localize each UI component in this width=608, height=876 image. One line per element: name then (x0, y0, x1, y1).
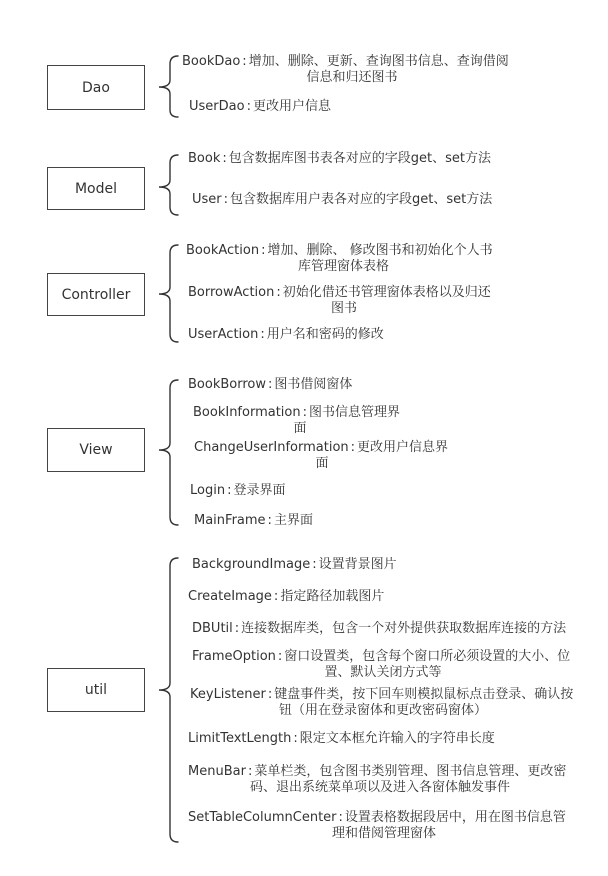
item-name: ChangeUserInformation (194, 440, 349, 455)
item-name: SetTableColumnCenter (188, 810, 337, 825)
item-name: UserAction (188, 327, 259, 342)
item-name: CreateImage (188, 589, 272, 604)
item-limittextlength: LimitTextLength : 限定文本框允许输入的字符串长度 (188, 731, 495, 746)
item-desc: 主界面 (273, 513, 313, 528)
item-name: BackgroundImage (192, 557, 311, 572)
item-book: Book : 包含数据库图书表各对应的字段get、set方法 (188, 151, 491, 166)
item-desc: 增加、删除、 修改图书和初始化个人书 (267, 243, 493, 258)
box-label: Model (74, 180, 118, 197)
item-menubar: MenuBar : 菜单栏类，包含图书类别管理、图书信息管理、更改密 码、退出系统菜单项以及进入各窗体触发事件 (188, 764, 572, 796)
item-user: User : 包含数据库用户表各对应的字段get、set方法 (192, 192, 493, 207)
item-bookborrow: BookBorrow : 图书借阅窗体 (188, 377, 353, 392)
item-desc-cont: 理和借阅管理窗体 (331, 826, 436, 841)
item-desc-cont: 面 (315, 456, 329, 471)
item-name: BookDao (182, 54, 241, 69)
item-desc: 限定文本框允许输入的字符串长度 (299, 731, 495, 746)
item-userdao: UserDao : 更改用户信息 (189, 99, 331, 114)
item-desc: 菜单栏类，包含图书类别管理、图书信息管理、更改密 (254, 764, 567, 779)
item-name: MenuBar (188, 764, 246, 779)
item-login: Login : 登录界面 (190, 483, 286, 498)
item-name: UserDao (189, 99, 245, 114)
item-name: BookInformation (193, 405, 301, 420)
item-name: KeyListener (190, 687, 266, 702)
item-name: MainFrame (194, 513, 266, 528)
item-settablecolumncenter: SetTableColumnCenter : 设置表格数据段居中，用在图书信息管 理和借阅管理窗体 (188, 810, 580, 842)
box-controller (47, 273, 145, 316)
item-keylistener: KeyListener : 键盘事件类，按下回车则模拟鼠标点击登录、确认按 钮（用在登录窗体和更改密码窗体） (190, 687, 576, 719)
item-desc: 更改用户信息 (252, 99, 331, 114)
item-desc-cont: 库管理窗体表格 (297, 259, 389, 274)
item-name: BookBorrow (188, 377, 266, 392)
item-mainframe: MainFrame : 主界面 (194, 513, 313, 528)
item-desc-cont: 图书 (330, 301, 357, 316)
item-borrowaction: BorrowAction : 初始化借还书管理窗体表格以及归还 图书 (188, 285, 500, 317)
item-bookinformation: BookInformation : 图书信息管理界 面 (193, 405, 407, 437)
item-frameoption: FrameOption : 窗口设置类，包含每个窗口所必须设置的大小、位 置、默认关闭方式等 (192, 649, 574, 681)
item-desc: 登录界面 (233, 483, 286, 498)
item-backgroundimage: BackgroundImage : 设置背景图片 (192, 557, 397, 572)
item-changeuserinformation: ChangeUserInformation : 更改用户信息界 面 (194, 440, 449, 471)
box-label: Dao (82, 79, 110, 96)
brace-model (159, 155, 178, 215)
item-name: LimitTextLength (188, 731, 292, 746)
item-desc: 窗口设置类，包含每个窗口所必须设置的大小、位 (284, 649, 571, 664)
box-label: Controller (61, 286, 131, 303)
item-desc: 用户名和密码的修改 (266, 327, 384, 342)
item-desc: 初始化借还书管理窗体表格以及归还 (282, 285, 491, 300)
item-desc-cont: 码、退出系统菜单项以及进入各窗体触发事件 (249, 780, 510, 795)
item-desc: 指定路径加载图片 (280, 589, 385, 604)
brace-util (159, 558, 178, 842)
box-label: View (79, 442, 113, 458)
box-view (47, 428, 145, 472)
brace-controller (159, 245, 178, 342)
item-dbutil: DBUtil : 连接数据库类，包含一个对外提供获取数据库连接的方法 (192, 621, 567, 636)
box-util (47, 668, 145, 712)
item-useraction: UserAction : 用户名和密码的修改 (188, 327, 384, 342)
box-dao (47, 65, 145, 110)
brace-dao (159, 56, 178, 117)
brace-view (159, 380, 178, 525)
item-desc-cont: 置、默认关闭方式等 (324, 665, 442, 680)
item-bookdao: BookDao : 增加、删除、更新、查询图书信息、查询借阅 信息和归还图书 (182, 54, 522, 86)
item-desc-cont: 面 (293, 421, 307, 436)
box-label: util (84, 682, 108, 698)
item-desc: 图书信息管理界 (309, 405, 401, 420)
item-name: Login (190, 483, 226, 498)
item-desc-cont: 信息和归还图书 (306, 70, 398, 85)
item-desc: 包含数据库用户表各对应的字段get、set方法 (230, 192, 493, 207)
item-bookaction: BookAction : 增加、删除、 修改图书和初始化个人书 库管理窗体表格 (186, 243, 501, 275)
item-name: BorrowAction (188, 285, 275, 300)
item-desc-cont: 钮（用在登录窗体和更改密码窗体） (278, 703, 487, 718)
item-createimage: CreateImage : 指定路径加载图片 (188, 589, 385, 604)
item-name: DBUtil (192, 621, 233, 636)
item-name: Book (188, 151, 221, 166)
item-desc: 图书借阅窗体 (274, 377, 353, 392)
item-desc: 键盘事件类，按下回车则模拟鼠标点击登录、确认按 (274, 687, 574, 702)
item-desc: 设置背景图片 (318, 557, 397, 572)
item-name: FrameOption (192, 649, 276, 664)
item-desc: 包含数据库图书表各对应的字段get、set方法 (228, 151, 491, 166)
item-name: BookAction (186, 243, 260, 258)
item-desc: 增加、删除、更新、查询图书信息、查询借阅 (248, 54, 509, 69)
item-desc: 更改用户信息界 (357, 440, 449, 455)
item-name: User (192, 192, 222, 207)
item-desc: 设置表格数据段居中，用在图书信息管 (344, 810, 566, 825)
item-desc: 连接数据库类，包含一个对外提供获取数据库连接的方法 (241, 621, 567, 636)
box-model (47, 167, 145, 210)
